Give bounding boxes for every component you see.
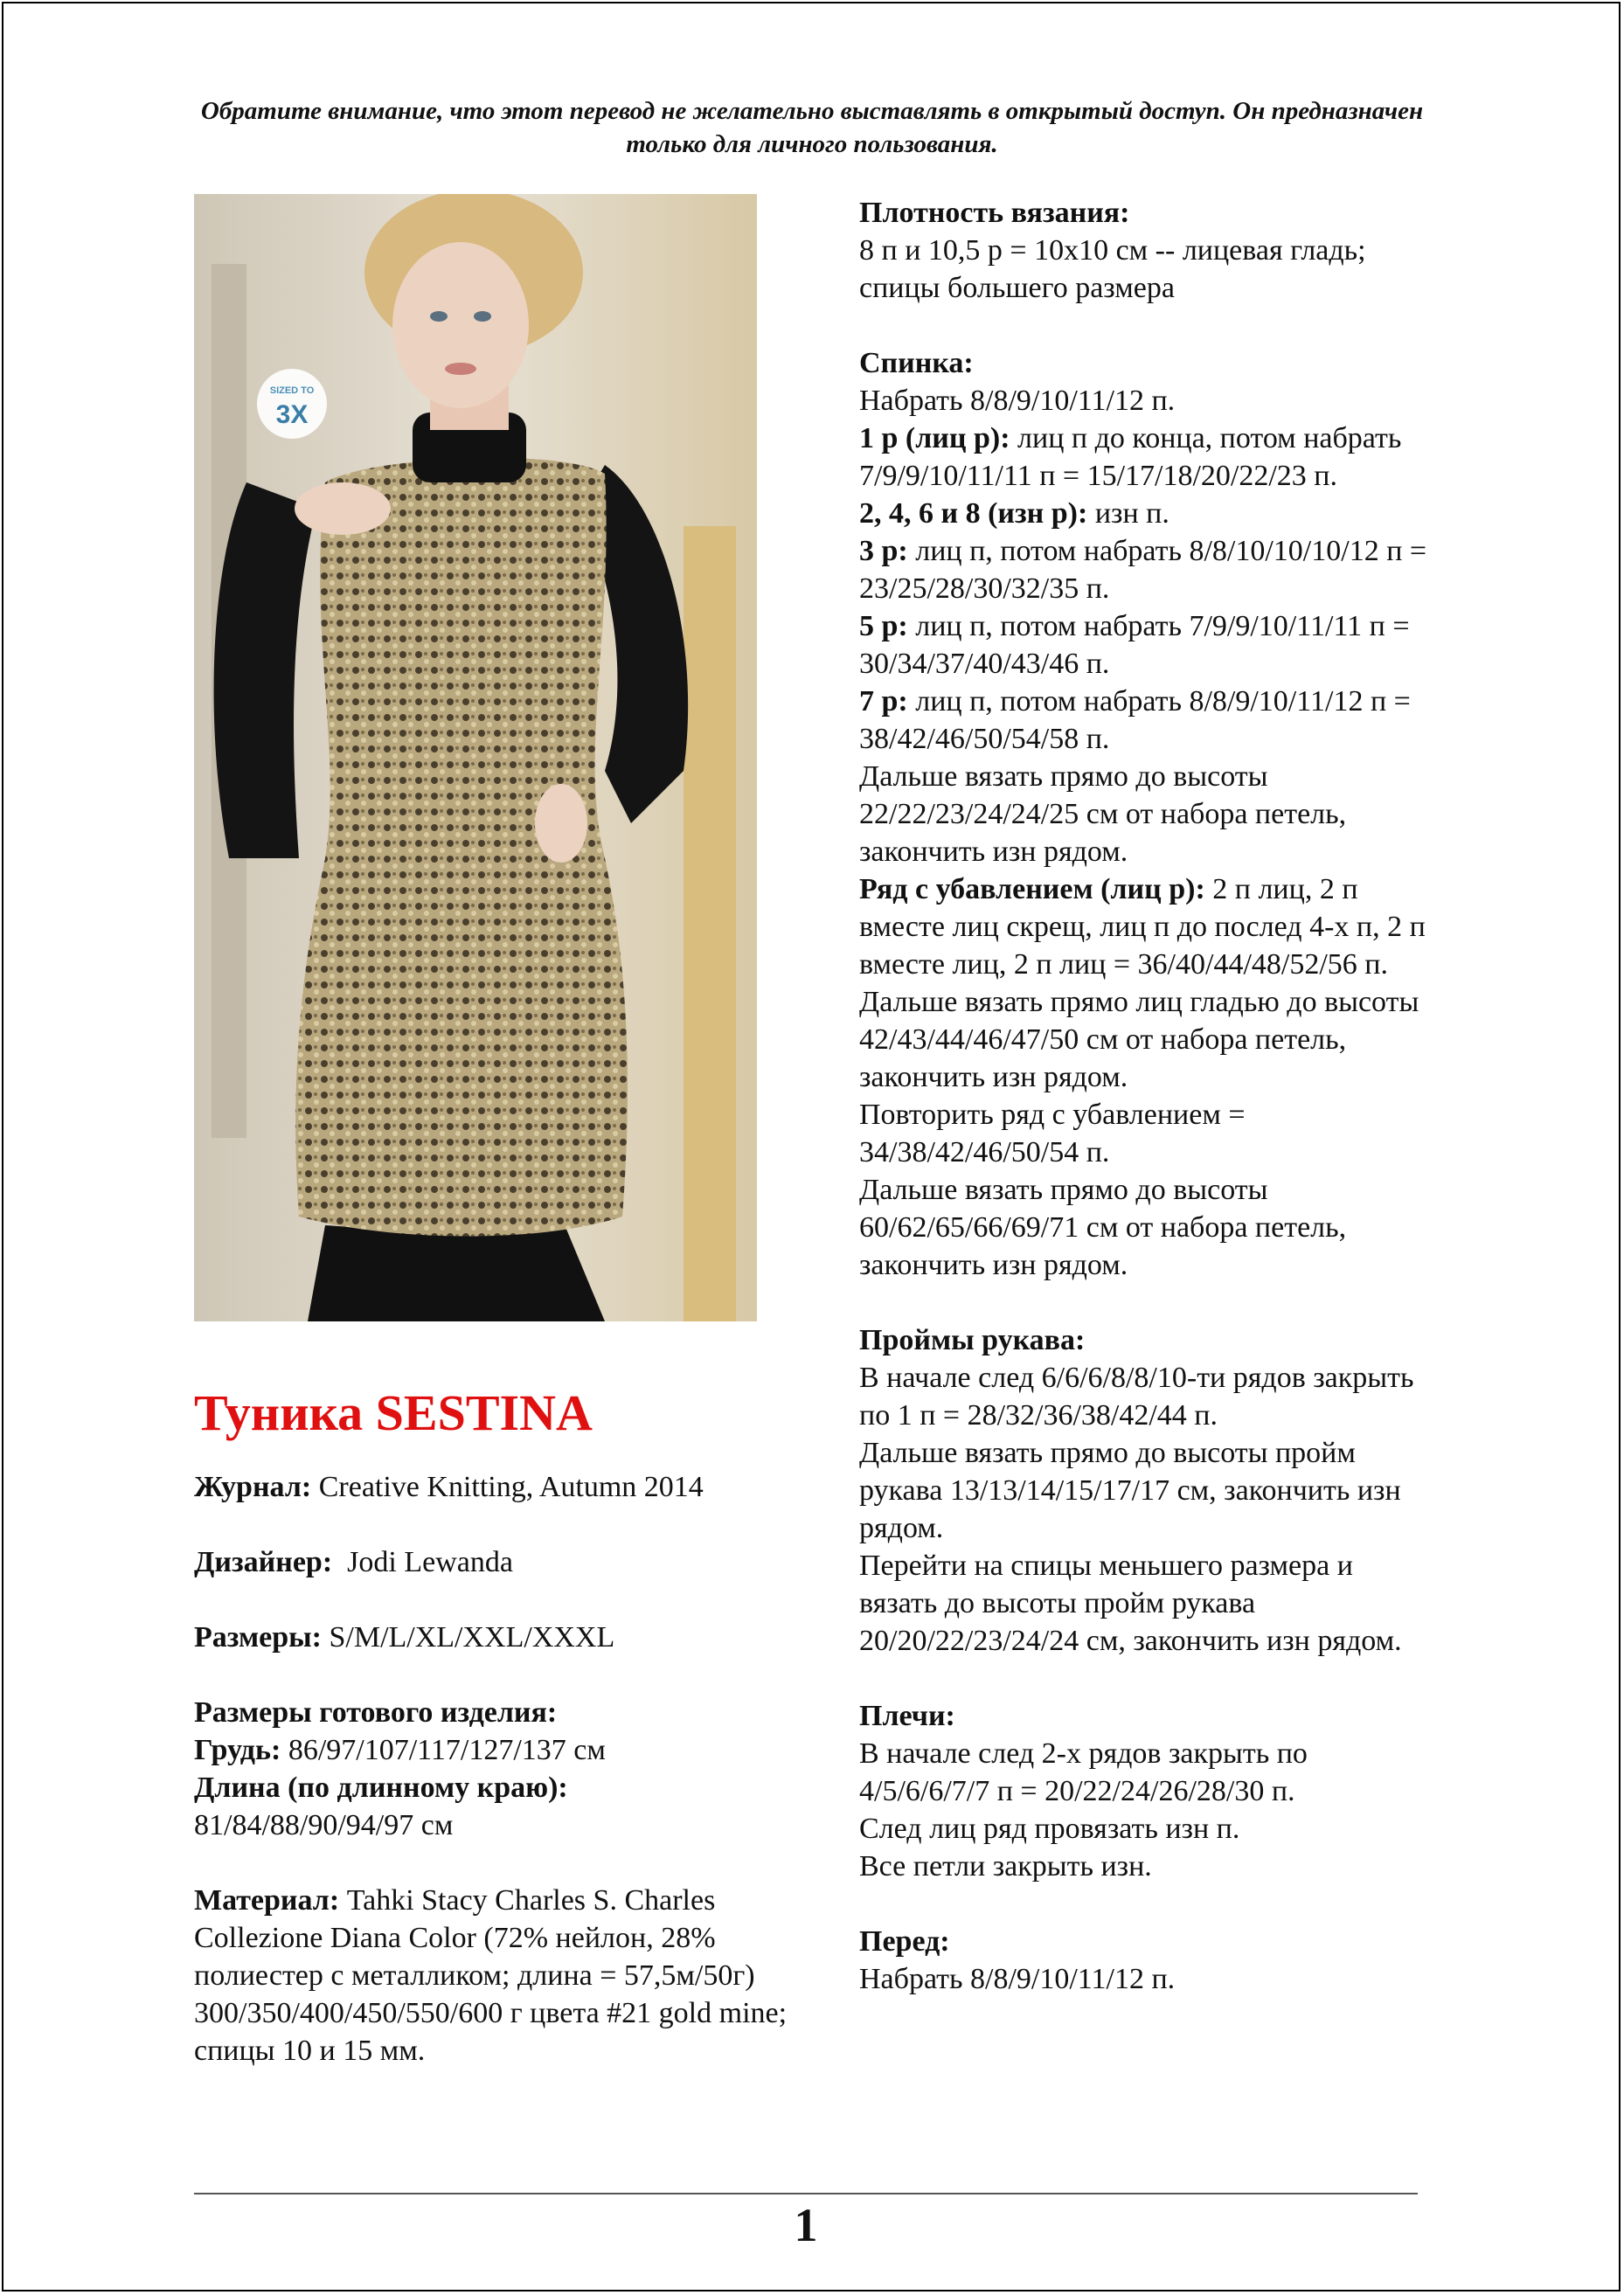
bust-label: Грудь: [194, 1734, 281, 1766]
front-heading: Перед: [859, 1925, 950, 1958]
back-repeat-decrease: Повторить ряд с убавлением = 34/38/42/46/50/54 п. [859, 1099, 1246, 1168]
back-straight-2: Дальше вязать прямо лиц гладью до высоты 42/43/44/46/47/50 см от набора петель, закончить изн рядом. [859, 986, 1419, 1093]
magazine-label: Журнал: [194, 1471, 312, 1503]
shoulders-text-3: Все петли закрыть изн. [859, 1850, 1152, 1882]
gauge-heading: Плотность вязания: [859, 197, 1130, 229]
armholes-text-1: В начале след 6/6/6/8/8/10-ти рядов закрыть по 1 п = 28/32/36/38/42/44 п. [859, 1362, 1414, 1432]
designer-value: Jodi Lewanda [332, 1546, 513, 1578]
front-cast-on: Набрать 8/8/9/10/11/12 п. [859, 1963, 1176, 1995]
designer-line [194, 1543, 797, 1581]
back-cast-on: Набрать 8/8/9/10/11/12 п. [859, 385, 1176, 417]
footer-divider [194, 2193, 1418, 2194]
sizes-line [194, 1619, 797, 1656]
badge-size-text: 3X [275, 400, 309, 429]
armholes-text-3: Перейти на спицы меньшего размера и вязать до высоты пройм рукава 20/20/22/23/24/24 см, закончить изн рядом. [859, 1550, 1402, 1657]
page-number: 1 [794, 2199, 818, 2251]
material-line [194, 1882, 797, 2070]
length-heading: Длина (по длинному краю): [194, 1772, 568, 1804]
material-value: Tahki Stacy Charles S. Charles Collezione Diana Color (72% нейлон, 28% полиестер с металликом; длина = 57,5м/50г) 300/350/400/450/550/600 г цвета #21 gold mine; спицы 10 и 15 мм. [194, 1884, 788, 2067]
badge-top-text: SIZED TO [269, 385, 315, 396]
back-decrease-row: Ряд с убавлением (лиц р): 2 п лиц, 2 п вместе лиц скрещ, лиц п до послед 4-х п, 2 п вместе лиц, 2 п лиц = 36/40/44/48/52/56 п. [859, 873, 1426, 981]
shoulders-text-1: В начале след 2-х рядов закрыть по 4/5/6/6/7/7 п = 20/22/24/26/28/30 п. [859, 1737, 1308, 1807]
back-row-7: 7 р: лиц п, потом набрать 8/8/9/10/11/12 п = 38/42/46/50/54/58 п. [859, 685, 1411, 755]
back-heading: Спинка: [859, 347, 974, 379]
armholes-text-2: Дальше вязать прямо до высоты пройм рукава 13/13/14/15/17/17 см, закончить изн рядом. [859, 1437, 1401, 1544]
bust-line [194, 1731, 797, 1769]
gauge-text: 8 п и 10,5 р = 10х10 см -- лицевая гладь; спицы большего размера [859, 234, 1366, 304]
magazine-line [194, 1468, 797, 1506]
pattern-title: Туника SESTINA [194, 1384, 593, 1441]
sizes-value: S/M/L/XL/XXL/XXXL [321, 1621, 615, 1654]
pattern-info [194, 1383, 797, 2070]
sizes-label: Размеры: [194, 1621, 322, 1654]
back-row-3: 3 р: лиц п, потом набрать 8/8/10/10/10/12 п = 23/25/28/30/32/35 п. [859, 535, 1427, 605]
usage-notice: Обратите внимание, что этот перевод не желательно выставлять в открытый доступ. Он предназначен только для личного пользования. [200, 97, 1424, 158]
model-photo [194, 194, 757, 1321]
length-value: 81/84/88/90/94/97 см [194, 1809, 454, 1841]
back-straight-3: Дальше вязать прямо до высоты 60/62/65/66/69/71 см от набора петель, закончить изн рядом. [859, 1174, 1347, 1281]
back-row-2: 2, 4, 6 и 8 (изн р): изн п. [859, 497, 1169, 530]
back-straight-1: Дальше вязать прямо до высоты 22/22/23/24/24/25 см от набора петель, закончить изн рядом. [859, 760, 1347, 868]
material-label: Материал: [194, 1884, 340, 1917]
magazine-value: Creative Knitting, Autumn 2014 [311, 1471, 704, 1503]
designer-label: Дизайнер: [194, 1546, 333, 1578]
pattern-instructions [859, 194, 1436, 1998]
shoulders-text-2: След лиц ряд провязать изн п. [859, 1813, 1240, 1845]
back-row-5: 5 р: лиц п, потом набрать 7/9/9/10/11/11 п = 30/34/37/40/43/46 п. [859, 610, 1410, 680]
bust-value: 86/97/107/117/127/137 см [281, 1734, 606, 1766]
armholes-heading: Проймы рукава: [859, 1324, 1086, 1356]
finished-sizes-heading: Размеры готового изделия: [194, 1696, 558, 1729]
shoulders-heading: Плечи: [859, 1700, 955, 1732]
back-row-1: 1 р (лиц р): лиц п до конца, потом набрать 7/9/9/10/11/11 п = 15/17/18/20/22/23 п. [859, 422, 1402, 492]
